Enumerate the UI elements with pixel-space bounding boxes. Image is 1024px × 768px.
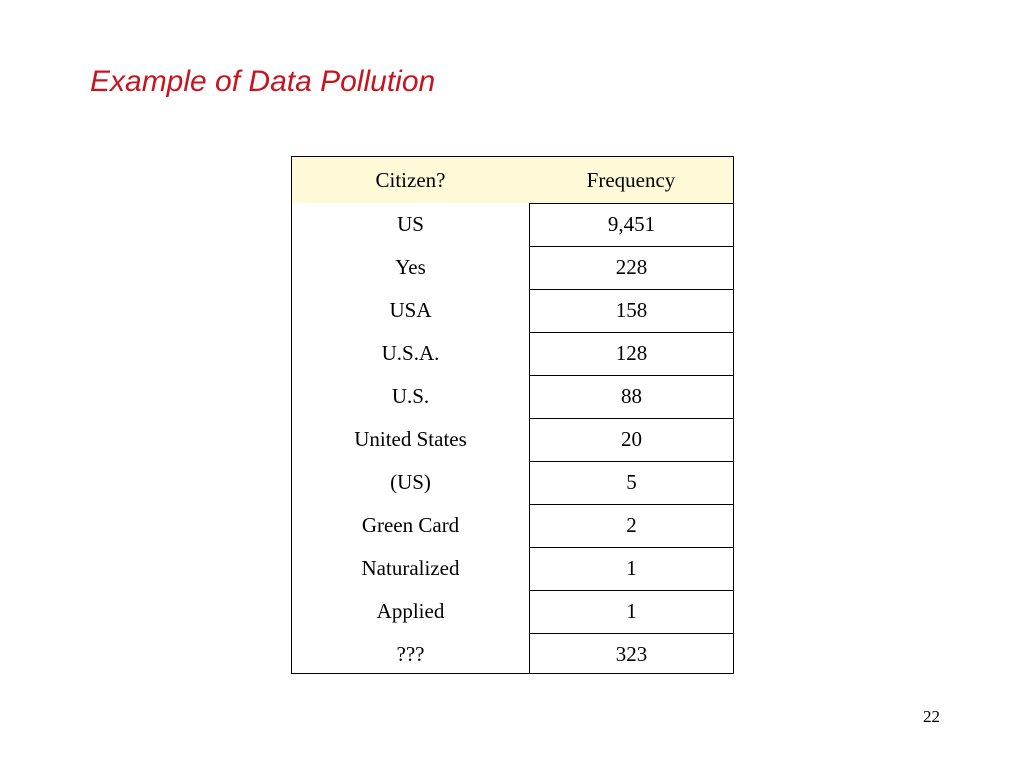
table-row (292, 246, 733, 289)
cell-frequency: 9,451 (607, 212, 656, 236)
cell-citizen: United States (354, 427, 467, 451)
cell-frequency: 323 (615, 642, 648, 666)
table-row (292, 590, 733, 633)
cell-citizen: USA (389, 298, 432, 322)
cell-frequency: 88 (621, 384, 642, 408)
table-row (292, 461, 733, 504)
header-citizen: Citizen? (375, 168, 446, 192)
cell-citizen: Green Card (361, 513, 460, 537)
cell-citizen: U.S. (391, 384, 430, 408)
cell-citizen: ??? (396, 642, 425, 666)
slide-title: Example of Data Pollution (90, 65, 436, 98)
table-row (292, 289, 733, 332)
table-row (292, 375, 733, 418)
table-row (292, 203, 733, 246)
table-row (292, 633, 733, 676)
cell-frequency: 158 (615, 298, 648, 322)
cell-frequency: 5 (626, 470, 637, 494)
cell-citizen: (US) (390, 470, 431, 494)
table-header (292, 157, 733, 203)
cell-citizen: Applied (376, 599, 445, 623)
cell-citizen: Naturalized (361, 556, 460, 580)
cell-citizen: US (397, 212, 424, 236)
cell-frequency: 1 (626, 556, 637, 580)
cell-citizen: U.S.A. (381, 341, 440, 365)
page-number: 22 (923, 707, 940, 726)
cell-frequency: 2 (626, 513, 637, 537)
cell-frequency: 1 (626, 599, 637, 623)
table-row (292, 547, 733, 590)
cell-frequency: 128 (615, 341, 648, 365)
cell-frequency: 228 (615, 255, 648, 279)
table-row (292, 504, 733, 547)
citizen-frequency-table (291, 156, 734, 674)
table-row (292, 418, 733, 461)
cell-citizen: Yes (395, 255, 426, 279)
table-row (292, 332, 733, 375)
header-frequency: Frequency (586, 168, 676, 192)
cell-frequency: 20 (621, 427, 642, 451)
